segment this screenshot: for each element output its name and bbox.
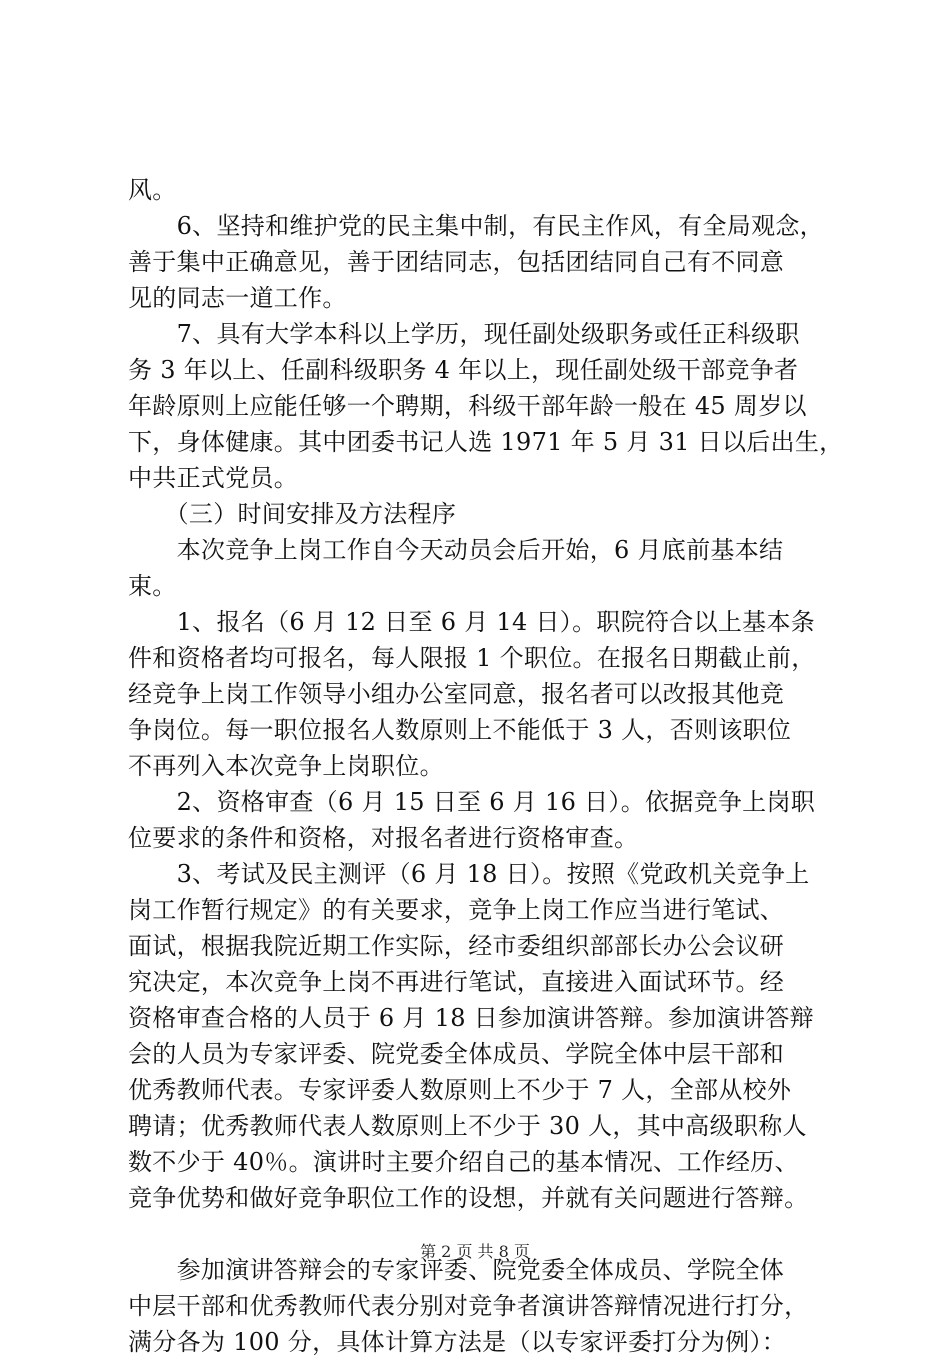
text-line: 中层干部和优秀教师代表分别对竞争者演讲答辩情况进行打分， [128, 1292, 809, 1320]
text-line: 数不少于 40％。演讲时主要介绍自己的基本情况、工作经历、 [128, 1148, 799, 1176]
text-line: 满分各为 100 分，具体计算方法是（以专家评委打分为例）： [128, 1328, 787, 1356]
text-line: 6、坚持和维护党的民主集中制，有民主作风，有全局观念， [128, 212, 824, 240]
text-line: 优秀教师代表。专家评委人数原则上不少于 7 人，全部从校外 [128, 1076, 792, 1104]
text-line: 参加演讲答辩会的专家评委、院党委全体成员、学院全体 [128, 1256, 785, 1284]
body-text [128, 172, 848, 1360]
text-line: 务 3 年以上、任副科级职务 4 年以上，现任副处级干部竞争者 [128, 356, 799, 384]
text-line: 会的人员为专家评委、院党委全体成员、学院全体中层干部和 [128, 1040, 785, 1068]
text-line: 中共正式党员。 [128, 464, 299, 492]
text-line: 年龄原则上应能任够一个聘期，科级干部年龄一般在 45 周岁以 [128, 392, 807, 420]
text-line: 究决定，本次竞争上岗不再进行笔试，直接进入面试环节。经 [128, 968, 785, 996]
text-line: 位要求的条件和资格，对报名者进行资格审查。 [128, 824, 639, 852]
text-line: 本次竞争上岗工作自今天动员会后开始，6 月底前基本结 [128, 536, 784, 564]
text-line: 不再列入本次竞争上岗职位。 [128, 752, 444, 780]
text-line: 7、具有大学本科以上学历，现任副处级职务或任正科级职 [128, 320, 800, 348]
text-line: 面试，根据我院近期工作实际，经市委组织部部长办公会议研 [128, 932, 785, 960]
text-line: 资格审查合格的人员于 6 月 18 日参加演讲答辩。参加演讲答辩 [128, 1004, 814, 1032]
text-line: 竞争优势和做好竞争职位工作的设想，并就有关问题进行答辩。 [128, 1184, 809, 1212]
text-line: 3、考试及民主测评（6 月 18 日）。按照《党政机关竞争上 [128, 860, 810, 888]
text-line: 岗工作暂行规定》的有关要求，竞争上岗工作应当进行笔试、 [128, 896, 785, 924]
text-line: 下，身体健康。其中团委书记人选 1971 年 5 月 31 日以后出生， [128, 428, 844, 456]
text-line: 争岗位。每一职位报名人数原则上不能低于 3 人，否则该职位 [128, 716, 792, 744]
text-line: 见的同志一道工作。 [128, 284, 347, 312]
text-line: 件和资格者均可报名，每人限报 1 个职位。在报名日期截止前， [128, 644, 816, 672]
text-line: 风。 [128, 176, 177, 204]
section-heading: （三）时间安排及方法程序 [128, 500, 457, 528]
text-line: 2、资格审查（6 月 15 日至 6 月 16 日）。依据竞争上岗职 [128, 788, 816, 816]
text-line: 1、报名（6 月 12 日至 6 月 14 日）。职院符合以上基本条 [128, 608, 816, 636]
page-footer: 第 2 页 共 8 页 [420, 1242, 530, 1261]
text-line: 善于集中正确意见，善于团结同志，包括团结同自己有不同意 [128, 248, 785, 276]
text-line: 经竞争上岗工作领导小组办公室同意，报名者可以改报其他竞 [128, 680, 785, 708]
text-line: 束。 [128, 572, 177, 600]
text-line: 聘请；优秀教师代表人数原则上不少于 30 人，其中高级职称人 [128, 1112, 807, 1140]
